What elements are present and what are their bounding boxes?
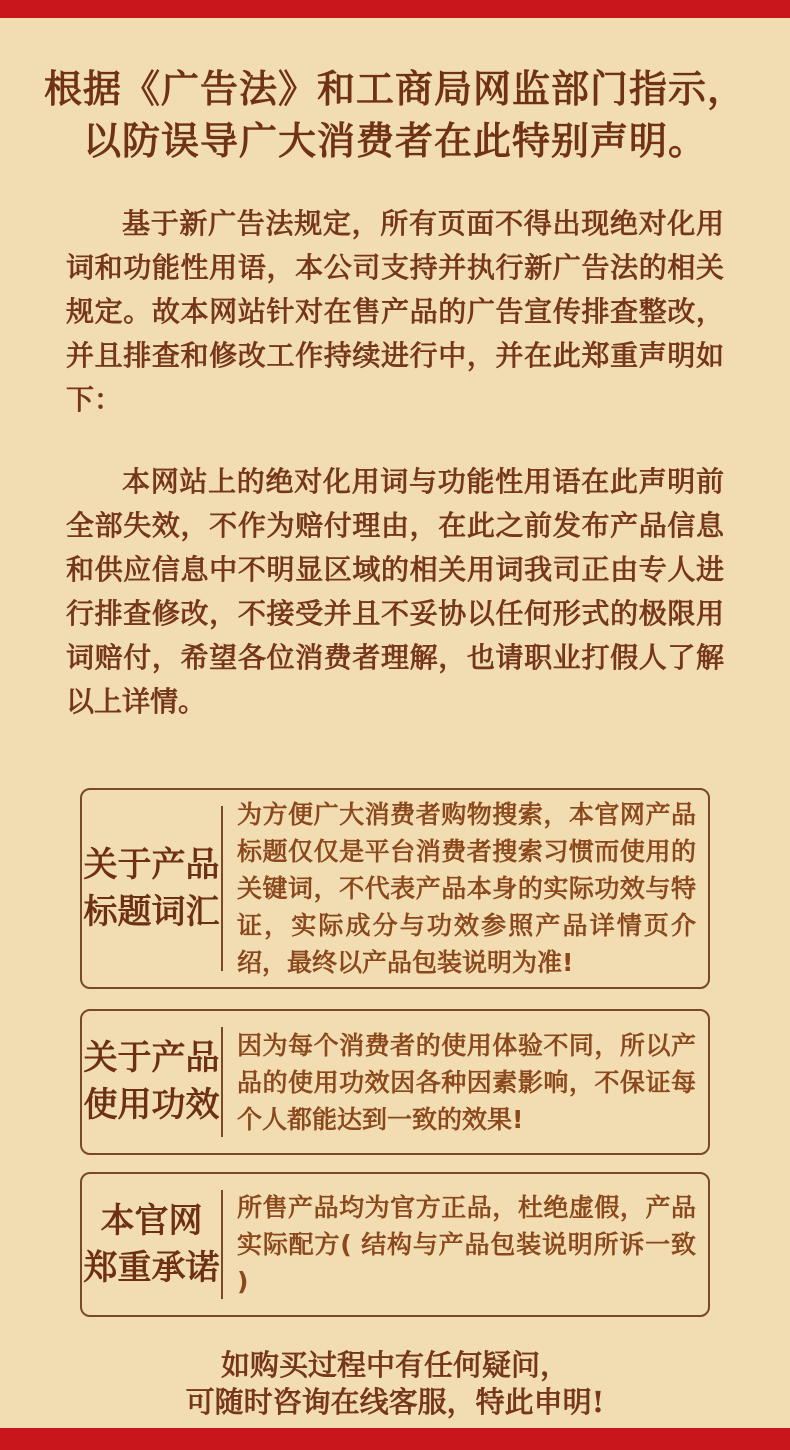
footer-note (0, 1347, 790, 1421)
notice-box-label (82, 1035, 221, 1129)
paragraph-invalid-terms: 本网站上的绝对化用词与功能性用语在此声明前全部失效，不作为赔付理由，在此之前发布产品信息和供应信息中不明显区域的相关用词我司正由专人进行排查修改，不接受并且不妥协以任何形式的极限用词赔付，希望各位消费者理解，也请职业打假人了解以上详情。 (66, 465, 724, 718)
notice-box-label (82, 842, 221, 936)
footer-line-2: 可随时咨询在线客服，特此申明! (185, 1385, 605, 1419)
notice-box-body: 所售产品均为官方正品，杜绝虚假，产品实际配方( 结构与产品包装说明所诉一致 ) (237, 1193, 696, 1296)
notice-box-usage-effect (80, 1009, 710, 1155)
title-line-1: 根据《广告法》和工商局网监部门指示， (43, 66, 746, 111)
label-line-1: 本官网 (100, 1200, 203, 1241)
bottom-red-bar (0, 1428, 790, 1450)
notice-box-body: 因为每个消费者的使用体验不同，所以产品的使用功效因各种因素影响，不保证每个人都能达到一致的效果! (237, 1030, 696, 1134)
notice-box-official-promise (80, 1172, 710, 1317)
footer-line-1: 如购买过程中有任何疑问， (220, 1348, 569, 1382)
notice-box-product-title-keywords (80, 788, 710, 989)
notice-box-list (80, 788, 710, 1317)
paragraph-law-basis: 基于新广告法规定，所有页面不得出现绝对化用词和功能性用语，本公司支持并执行新广告法的相关规定。故本网站针对在售产品的广告宣传排查整改，并且排查和修改工作持续进行中，并在此郑重声明如下： (66, 207, 724, 416)
page-title (30, 63, 760, 167)
title-line-2: 以防误导广大消费者在此特别声明。 (82, 118, 707, 163)
label-line-2: 使用功效 (83, 1085, 220, 1125)
label-line-2: 标题词汇 (83, 891, 220, 932)
label-line-1: 关于产品 (83, 1038, 220, 1078)
label-line-2: 郑重承诺 (83, 1247, 220, 1288)
notice-box-body: 为方便广大消费者购物搜索，本官网产品标题仅仅是平台消费者搜索习惯而使用的关键词，不代表产品本身的实际功效与特证，实际成分与功效参照产品详情页介绍，最终以产品包装说明为准! (237, 800, 696, 977)
notice-box-label (82, 1198, 221, 1292)
top-red-bar (0, 0, 790, 18)
label-line-1: 关于产品 (83, 844, 220, 885)
